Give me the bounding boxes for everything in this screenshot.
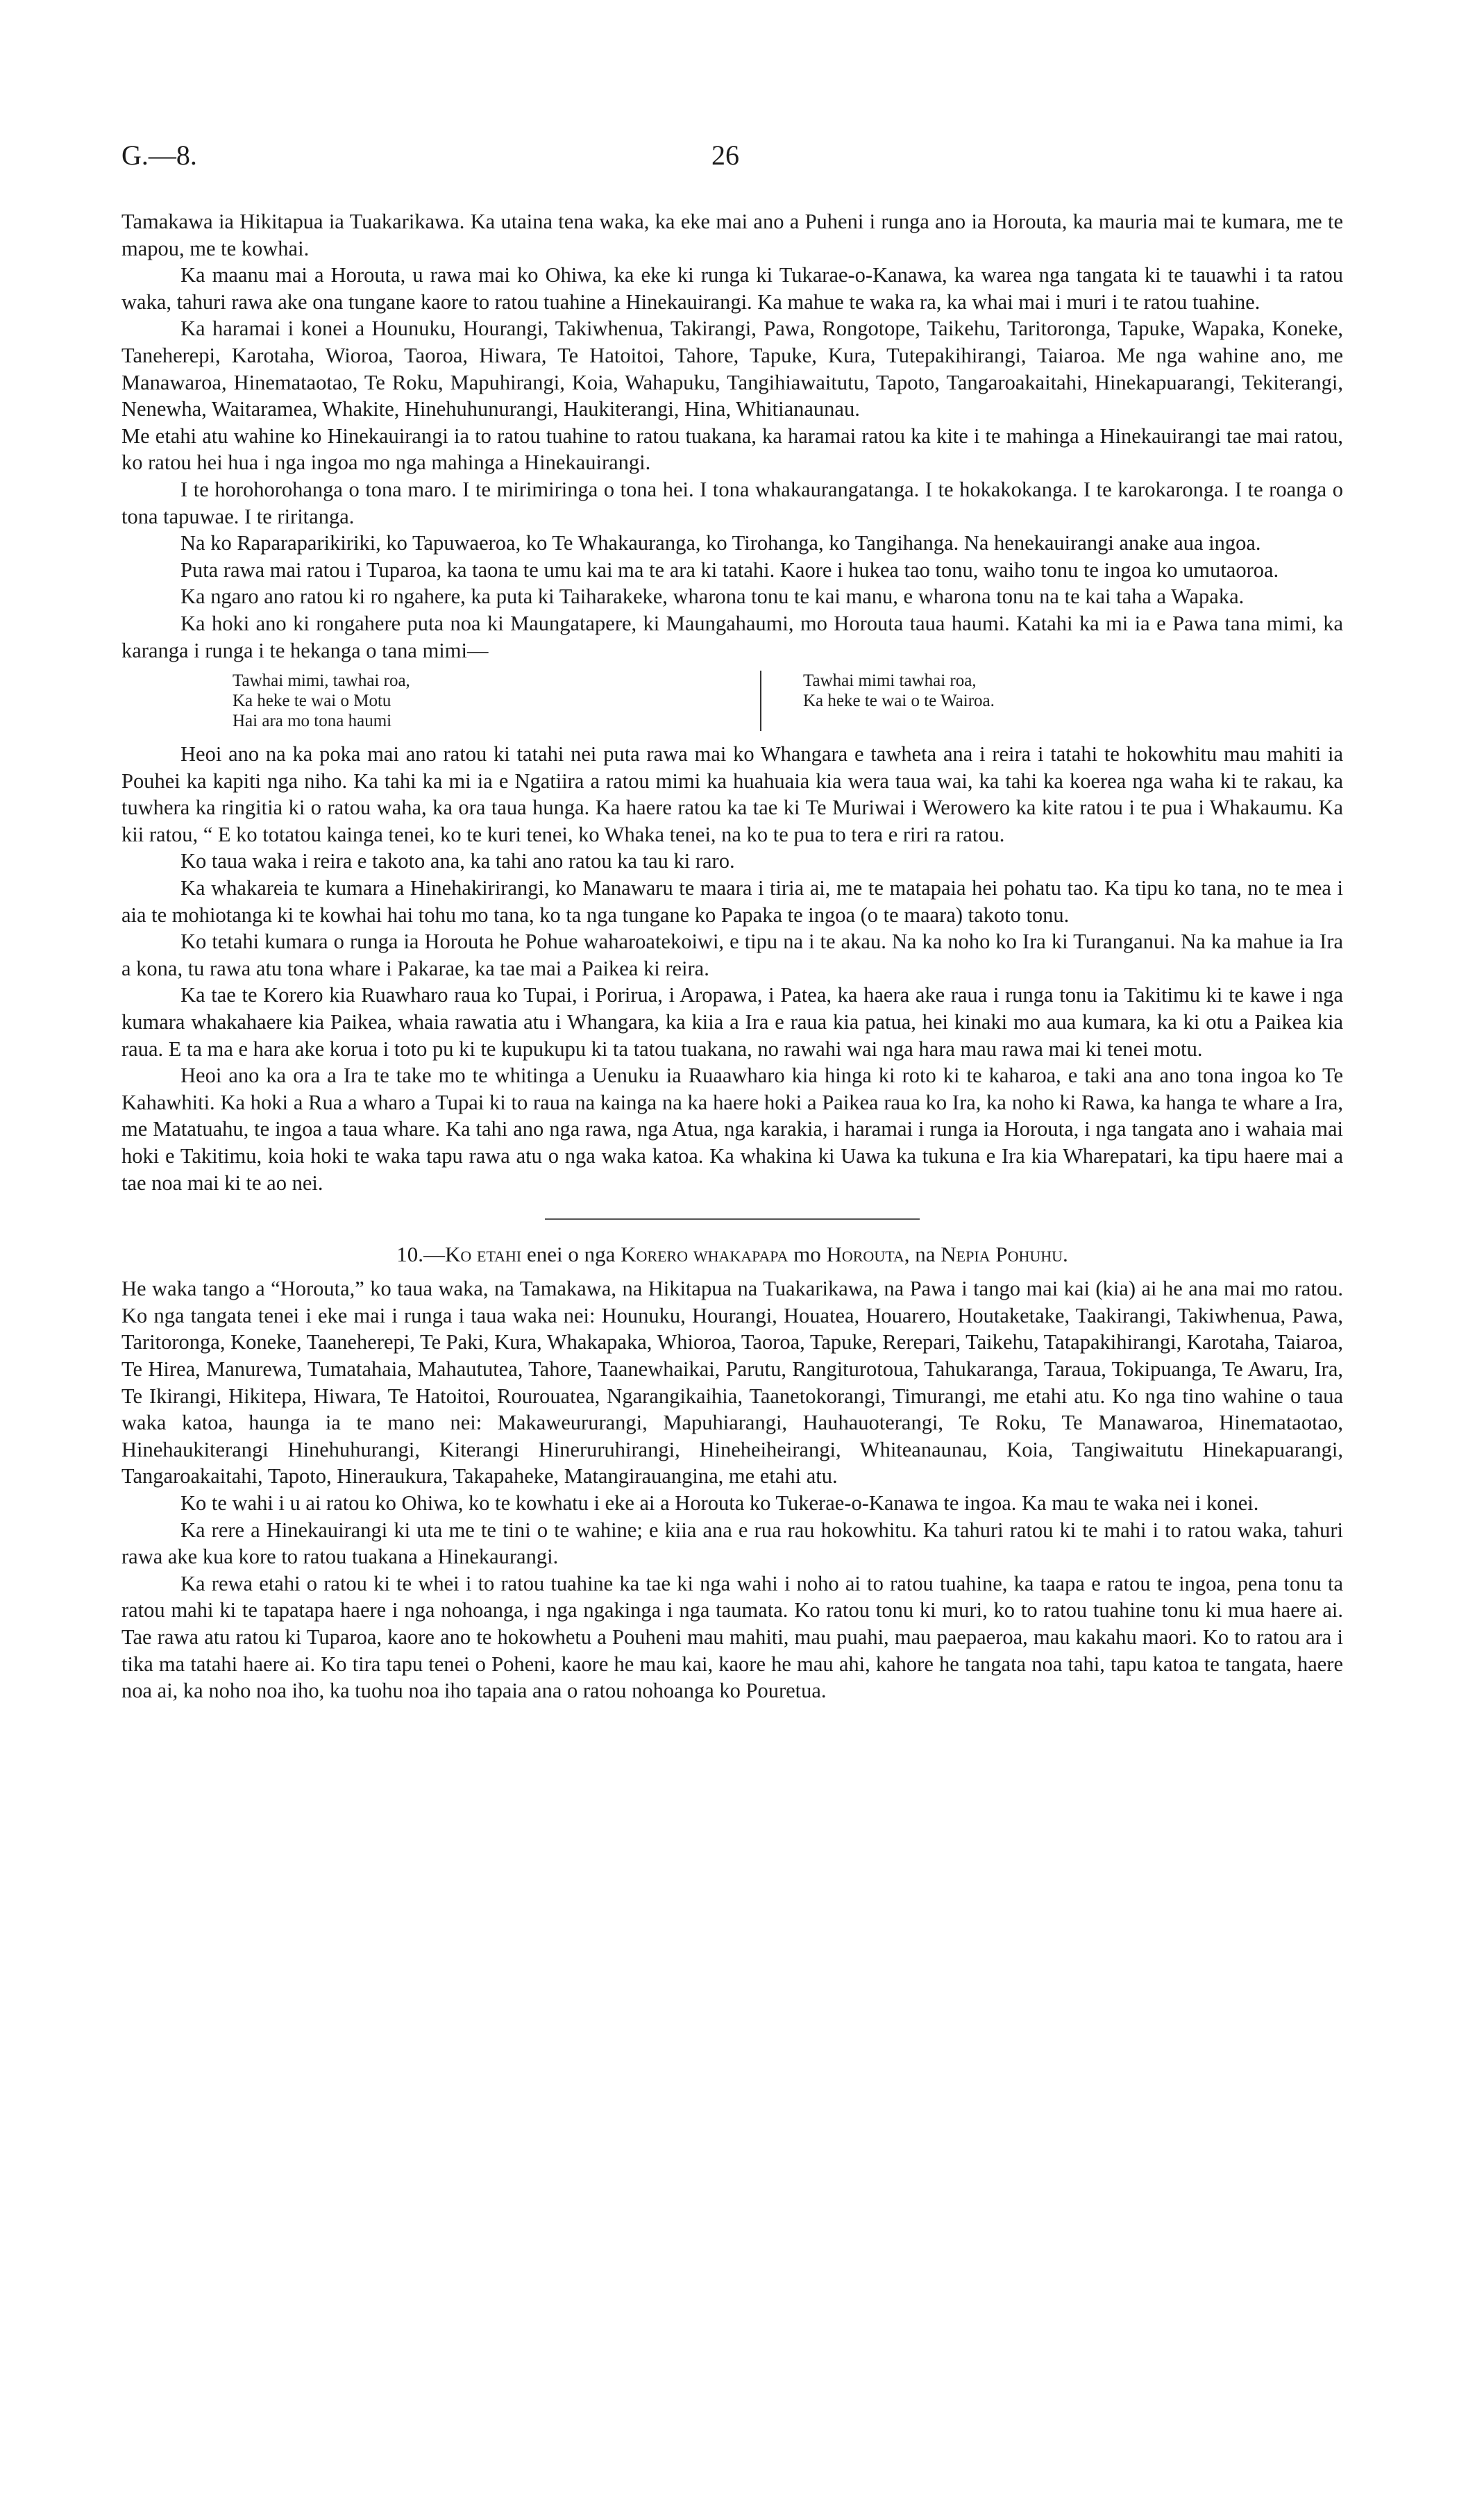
paragraph: Heoi ano ka ora a Ira te take mo te whitinga a Uenuku ia Ruaawharo kia hinga ki roto ki te kaharoa, e taki ana ano tona ingoa ko Te Kahawhiti. Ka hoki a Rua a wharo a Tupai ki to raua na kainga na ka haere hoki a Paikea raua ko Ira, ka noho ki Rawa, ka hanga te whare a Ira, me Matatuahu, te ingoa a taua whare. Ka tahi ano nga rawa, nga Atua, nga karakia, i haramai i runga ia Horouta, i nga tangata ano i wahaia mai hoki e Takitimu, koia hoki te waka tapu rawa atu o nga waka katoa. Ka whakina ki Uawa ka tukuna e Ira kia Wharepatari, ka tipu haere mai a tae noa mai ki te ao nei. <box>121 1064 1343 1195</box>
heading-word: . <box>1063 1242 1068 1267</box>
paragraph: Tamakawa ia Hikitapua ia Tuakarikawa. Ka utaina tena waka, ka eke mai ano a Puheni i runga ano ia Horouta, ka mauria mai te kumara, me te mapou, me te kowhai. <box>121 210 1343 260</box>
paragraph: Ko te wahi i u ai ratou ko Ohiwa, ko te kowhatu i eke ai a Horouta ko Tukerae-o-Kanawa te ingoa. Ka mau te waka nei i konei. <box>180 1491 1259 1515</box>
heading-word: enei o nga <box>526 1242 616 1267</box>
heading-author: Nepia Pohuhu <box>941 1242 1063 1267</box>
paragraph: Ka whakareia te kumara a Hinehakirirangi, ko Manawaru te maara i tiria ai, me te matapaia hei pohatu tao. Ka tipu ko tana, no te mea i aia te mohiotanga ki te kowhai hai tohu mo tana, ko ta nga tungane ko Papaka te ingoa (o te maara) takoto tonu. <box>121 876 1343 927</box>
section-heading <box>121 1241 1343 1268</box>
paragraph: I te horohorohanga o tona maro. I te mirimiringa o tona hei. I tona whakaurangatanga. I te hokakokanga. I te karokaronga. I te roanga o tona tapuwae. I te riritanga. <box>121 477 1343 528</box>
paragraph: Ka ngaro ano ratou ki ro ngahere, ka puta ki Taiharakeke, wharona tonu te kai manu, e wharona tonu na te kai taha a Wapaka. <box>180 585 1245 609</box>
heading-word: Ko <box>444 1242 472 1267</box>
chant-line: Hai ara mo tona haumi <box>233 712 392 731</box>
page-number: 26 <box>711 140 739 171</box>
chant-verse <box>233 671 1343 731</box>
heading-word: whakapapa <box>693 1242 789 1267</box>
heading-word: Horouta <box>826 1242 904 1267</box>
paragraph: Heoi ano na ka poka mai ano ratou ki tatahi nei puta rawa mai ko Whangara e tawheta ana i reira i tatahi te hokowhitu mau mahiti ia Pouhei ka kapiti nga niho. Ka tahi ka mi ia e Ngatiira a ratou mimi ka huahuaia kia wera taua wai, ka tahi ka koerea nga waha ki te rakau, ka tuwhera ka ringitia ki o ratou waha, ka ora taua hunga. Ka haere ratou ka tae ki Te Muriwai i Werowero ka kite ratou i te pua i Whakaumu. Ka kii ratou, “ E ko totatou kainga tenei, ko te kuri tenei, ko Whaka tenei, na ko te pua to tera e riri ra ratou. <box>121 742 1343 846</box>
chant-line: Tawhai mimi tawhai roa, <box>803 671 977 691</box>
heading-word: , na <box>904 1242 936 1267</box>
paragraph: Ka hoki ano ki rongahere puta noa ki Maungatapere, ki Maungahaumi, mo Horouta taua haumi. Katahi ka mi ia e Pawa tana mimi, ka karanga i runga i te hekanga o tana mimi— <box>121 611 1343 662</box>
document-body <box>121 208 1343 1704</box>
chant-line: Tawhai mimi, tawhai roa, <box>233 671 410 691</box>
paragraph: Na ko Raparaparikiriki, ko Tapuwaeroa, ko Te Whakauranga, ko Tirohanga, ko Tangihanga. Na henekauirangi anake aua ingoa. <box>180 531 1261 555</box>
section-number: 10.— <box>396 1242 445 1267</box>
chant-right-column <box>760 671 1220 731</box>
document-id: G.—8. <box>121 140 197 171</box>
heading-word: etahi <box>477 1242 522 1267</box>
paragraph: Ka maanu mai a Horouta, u rawa mai ko Ohiwa, ka eke ki runga ki Tukarae-o-Kanawa, ka warea nga tangata ki te tauawhi i ta ratou waka, tahuri rawa ake ona tungane kaore to ratou tuahine a Hinekauirangi. Ka mahue te waka ra, ka whai mai i muri i te ratou tuahine. <box>121 263 1343 314</box>
chant-line: Ka heke te wai o te Wairoa. <box>803 691 995 711</box>
section-divider <box>545 1218 920 1220</box>
paragraph: Me etahi atu wahine ko Hinekauirangi ia to ratou tuahine to ratou tuakana, ka haramai ratou ka kite i te mahinga a Hinekauirangi tae mai ratou, ko ratou hei hua i nga ingoa mo nga mahinga a Hinekauirangi. <box>121 423 1343 475</box>
paragraph: Ka rewa etahi o ratou ki te whei i to ratou tuahine ka tae ki nga wahi i noho ai to ratou tuahine, ka taapa e ratou te ingoa, pena tonu ta ratou mahi ki te tapatapa haere i nga nohoanga, i nga ngakinga i nga taumata. Ko ratou tonu ki muri, ko to ratou tuahine tonu ki mua haere ai. Tae rawa atu ratou ki Tuparoa, kaore ano te hokowhetu a Pouheni mau mahiti, mau puahi, mau paepaeroa, mau kakahu maori. Ko to ratou ara i tika ma tatahi haere ai. Ko tira tapu tenei o Poheni, kaore he mau kai, kaore he mau ahi, kahore he tangata noa tahi, tapu katoa te tangata, haere noa ai, ka noho noa iho, ka tuohu noa iho tapaia ana o ratou nohoanga ko Pouretua. <box>121 1571 1343 1703</box>
paragraph: Ko tetahi kumara o runga ia Horouta he Pohue waharoatekoiwi, e tipu na i te akau. Na ka noho ko Ira ki Turanganui. Na ka mahue ia Ira a kona, tu rawa atu tona whare i Pakarae, ka tae mai a Paikea ki reira. <box>121 930 1343 980</box>
heading-word: Korero <box>621 1242 689 1267</box>
paragraph: Ka haramai i konei a Hounuku, Hourangi, Takiwhenua, Takirangi, Pawa, Rongotope, Taikehu, Taritoronga, Tapuke, Wapaka, Koneke, Taneherepi, Karotaha, Wioroa, Taoroa, Hiwara, Te Hatoitoi, Tahore, Tapuke, Kura, Tutepakihirangi, Taiaroa. Me nga wahine ano, me Manawaroa, Hinemataotao, Te Roku, Mapuhirangi, Koia, Wahapuku, Tangihiawaitutu, Tapoto, Tangaroakaitahi, Hinekapuarangi, Tekiterangi, Nenewha, Waitaramea, Whakite, Hinehuhunurangi, Haukiterangi, Hina, Whitianaunau. <box>121 317 1343 421</box>
page-header <box>121 139 1343 181</box>
paragraph: Ka tae te Korero kia Ruawharo raua ko Tupai, i Porirua, i Aropawa, i Patea, ka haera ake raua i runga tonu ia Takitimu ki te kawe i nga kumara whakahaere kia Paikea, whaia rawatia atu i Whangara, ka kiia a Ira e raua kia patua, hei kinaki mo aua kumara, ka ki otu a Paikea kia raua. E ta ma e hara ake korua i toto pu ki te kupukupu ki ta tatou tuakana, no rawahi wai nga hara mau rawa mai ki tenei motu. <box>121 983 1343 1061</box>
paragraph: He waka tango a “Horouta,” ko taua waka, na Tamakawa, na Hikitapua na Tuakarikawa, na Pawa i tango mai kai (kia) ai he ana mai mo ratou. Ko nga tangata tenei i eke mai i runga i taua waka nei: Hounuku, Hourangi, Houatea, Houarero, Houtaketake, Taakirangi, Takiwhenua, Pawa, Taritoronga, Koneke, Taaneherepi, Te Paki, Kura, Whakapaka, Whioroa, Taoroa, Tapuke, Rerepari, Taikehu, Tatapakihirangi, Karotaha, Taiaroa, Te Hirea, Manurewa, Tumatahaia, Mahaututea, Tahore, Taanewhaikai, Parutu, Rangiturotoua, Tahukaranga, Taraua, Tokipuanga, Te Awaru, Ira, Te Ikirangi, Hikitepa, Hiwara, Te Hatoitoi, Rourouatea, Ngarangikaihia, Taanetokorangi, Timurangi, me etahi atu. Ko nga tino wahine o taua waka katoa, haunga ia te mano nei: Makaweururangi, Mapuhiarangi, Hauhauoterangi, Te Roku, Te Manawaroa, Hinemataotao, Hinehaukiterangi Hinehuhurangi, Kiterangi Hineruruhirangi, Hineheiheirangi, Whiteanaunau, Koia, Tangiwaitutu Hinekapuarangi, Tangaroakaitahi, Tapoto, Hineraukura, Takapaheke, Matangirauangina, me etahi atu. <box>121 1277 1343 1488</box>
chant-left-column <box>233 671 760 731</box>
paragraph: Ka rere a Hinekauirangi ki uta me te tini o te wahine; e kiia ana e rua rau hokowhitu. Ka tahuri ratou ki te mahi i to ratou waka, tahuri rawa ake kua kore to ratou tuakana a Hinekaurangi. <box>121 1518 1343 1569</box>
heading-word: mo <box>793 1242 821 1267</box>
paragraph: Puta rawa mai ratou i Tuparoa, ka taona te umu kai ma te ara ki tatahi. Kaore i hukea tao tonu, waiho tonu te ingoa ko umutaoroa. <box>180 557 1279 582</box>
chant-line: Ka heke te wai o Motu <box>233 691 391 711</box>
paragraph: Ko taua waka i reira e takoto ana, ka tahi ano ratou ka tau ki raro. <box>180 849 735 873</box>
